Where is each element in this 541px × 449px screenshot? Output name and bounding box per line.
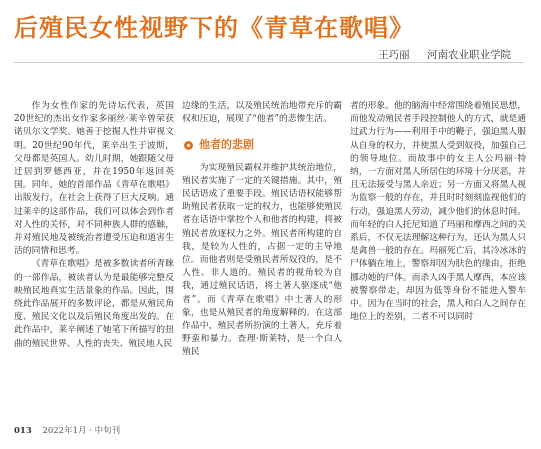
section-heading xyxy=(184,138,342,151)
author-affiliation: 河南农业职业学院 xyxy=(427,49,511,61)
byline xyxy=(378,47,511,62)
page-footer xyxy=(14,424,120,436)
paragraph-continued: 边缘的生活，以及殖民统治地带充斥的霸权和压迫，展现了“他者”的悲惨生活。 xyxy=(182,101,342,125)
section-bullet-icon xyxy=(184,141,193,150)
section-heading-text: 他者的悲剧 xyxy=(199,138,254,152)
column-1 xyxy=(14,100,174,351)
column-2 xyxy=(182,100,342,360)
paragraph-characters: 者的形象。他的脑海中经常围绕着殖民思想，而他发动殖民者手段控制他人的方式，就是通过武力行为——利用手中的鞭子，强迫黑人服从自身的权力，并使黑人受到奴役，加强自己的领导地位。而故事中的女主人公玛丽·特纳，一方面对黑人所居住的环境十分厌恶，并且无法接受与黑人亲近；另一方面又将黑人视为监察一般的存在，并且时时刻刻监视他们的行动，强迫黑人劳动，减少他们的休息时间。而年轻的白人托尼知道了玛丽和摩西之间的关系后，不仅无法理解这种行为，还认为黑人只是禽兽一般的存在。玛丽死亡后，其冷冰冰的尸体躺在地上，警察却因为肤色的缘由，拒绝挪动她的尸体。而杀人凶手黑人摩西，本应该被警察带走，却因为低等身份不能进入警车中。因为在当时的社会，黑人和白人之间存在地位上的差别，二者不可以同时 xyxy=(350,101,526,323)
paragraph-colonial-discourse: 为实现殖民霸权并维护其统治地位，殖民者实施了一定的关键措施。其中，殖民话语成了重要手段。殖民话语权能够帮助殖民者获取一定的权力，也能够使殖民者在话语中掌控个人和他者的构建，将被殖民者放逐权力之外。殖民者所构建的自我，是较为人性的，占据一定的主导地位。而他者则是受殖民者所奴役的，是不人性、非人道的。殖民者的视角较为自我，通过殖民话语，将土著人驱逐成“他者”。而《青草在歌唱》中土著人的形象，也是从殖民者的角度解释的。在这部作品中，殖民者所扮演的土著人，充斥着野蛮和暴力。查理·斯莱特，是一个白人殖民 xyxy=(182,162,342,358)
issue-info: 2022年1月 · 中旬刊 xyxy=(42,426,121,436)
header-divider xyxy=(14,62,524,63)
column-3 xyxy=(350,100,526,324)
page-number: 013 xyxy=(14,426,32,436)
paragraph-reception: 《青草在歌唱》是被多数读者所青睐的一部作品，被读者认为是最能够完整反映殖民地真实生活景象的作品。因此，围绕此作品展开的多数评论，都是从殖民角度、殖民文化以及后殖民角度出发的。在此作品中，莱辛阐述了她笔下所描写的扭曲的殖民世界、人性的丧失、殖民地人民 xyxy=(14,259,174,349)
article-title: 后殖民女性视野下的《青草在歌唱》 xyxy=(14,13,414,42)
author-name: 王巧丽 xyxy=(378,49,410,61)
paragraph-intro: 作为女性作家的先诗坛代表，英国20世纪的杰出女作家多丽丝·莱辛曾荣获诺贝尔文学奖。她善于挖掘人性并审视文明。20世纪90年代，莱辛出生于波斯，父母都是英国人。幼儿时期，她跟随父母迁居到罗德西亚，并在1950年返回英国。同年，她的首部作品《青草在歌唱》出版发行，在社会上获得了巨大反响。通过莱辛的这部作品，我们可以体会到作者对人性的关怀，对不同种族人群的感触，并对殖民地及被统治者遭受压迫和道害生活的同情和思考。 xyxy=(14,101,174,257)
